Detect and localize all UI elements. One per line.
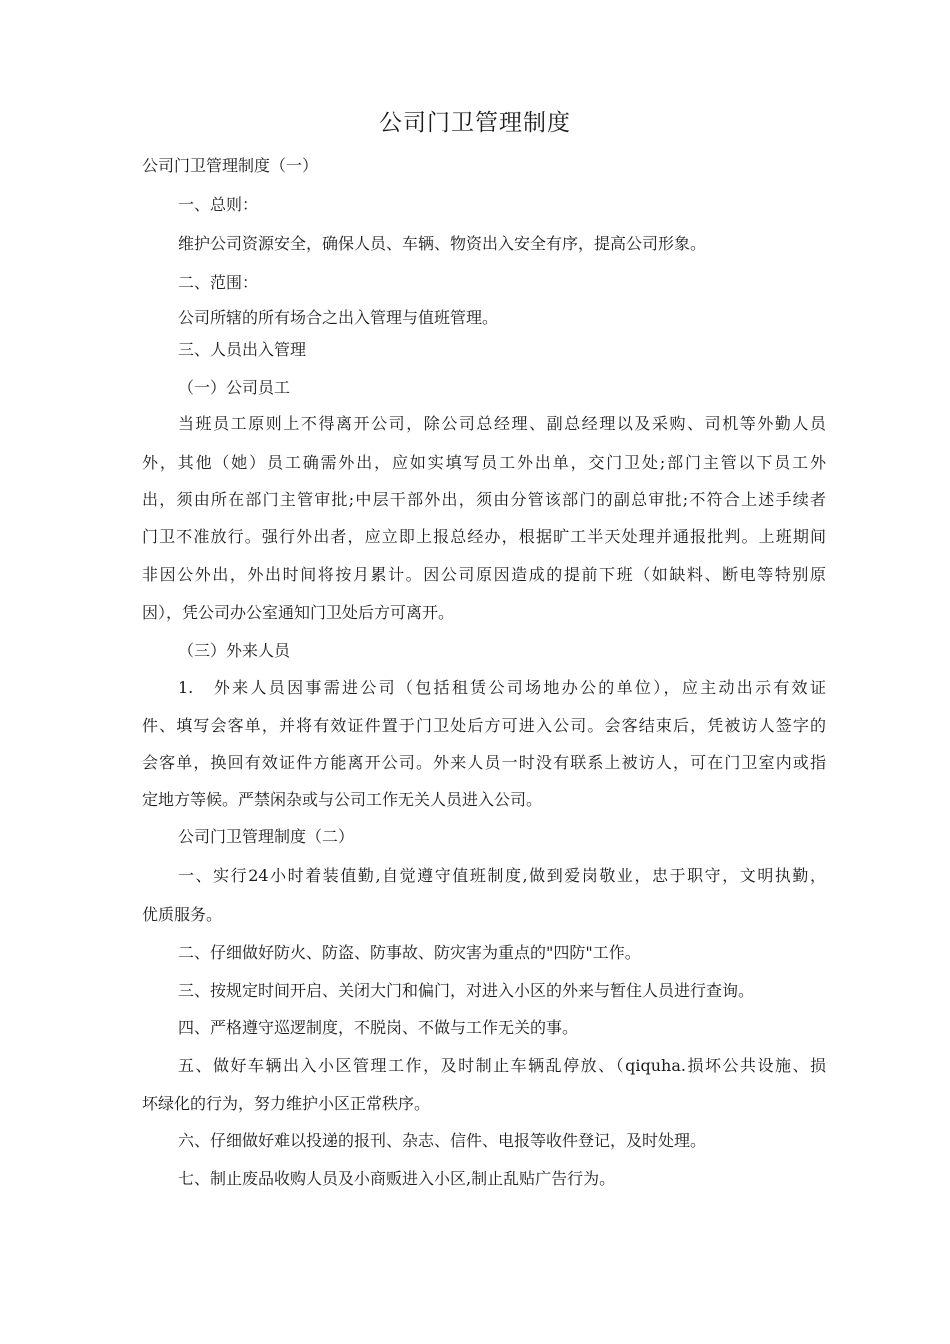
heading: 二、范围： <box>178 273 259 292</box>
paragraph-line: 因），凭公司办公室通知门卫处后方可离开。 <box>142 603 455 622</box>
paragraph-line: 出，须由所在部门主管审批;中层干部外出，须由分管该部门的副总审批;不符合上述手续者 <box>142 490 826 509</box>
subheading: （三）外来人员 <box>178 641 291 660</box>
paragraph-line: 一、实行24小时着装值勤,自觉遵守值班制度,做到爱岗敬业，忠于职守，文明执勤， <box>178 866 826 885</box>
paragraph-line: 坏绿化的行为，努力维护小区正常秩序。 <box>142 1094 431 1113</box>
paragraph-line: 三、按规定时间开启、关闭大门和偏门，对进入小区的外来与暂住人员进行查询。 <box>178 981 755 1000</box>
paragraph-line: 件、填写会客单，并将有效证件置于门卫处后方可进入公司。会客结束后，凭被访人签字的 <box>142 716 826 735</box>
paragraph-line: 1. 外来人员因事需进公司（包括租赁公司场地办公的单位），应主动出示有效证 <box>178 678 826 697</box>
paragraph-line: 二、仔细做好防火、防盗、防事故、防灾害为重点的"四防"工作。 <box>178 943 641 962</box>
paragraph-line: 四、严格遵守巡逻制度，不脱岗、不做与工作无关的事。 <box>178 1018 579 1037</box>
paragraph-line: 外，其他（她）员工确需外出，应如实填写员工外出单，交门卫处;部门主管以下员工外 <box>142 453 826 472</box>
paragraph-line: 门卫不准放行。强行外出者，应立即上报总经办，根据旷工半天处理并通报批判。上班期间 <box>142 527 826 546</box>
heading: 一、总则： <box>178 195 259 214</box>
paragraph-line: 公司所辖的所有场合之出入管理与值班管理。 <box>178 308 499 327</box>
paragraph-line: 五、做好车辆出入小区管理工作，及时制止车辆乱停放、（qiquha.损坏公共设施、损 <box>178 1056 826 1075</box>
subheading: （一）公司员工 <box>178 378 291 397</box>
paragraph-line: 会客单，换回有效证件方能离开公司。外来人员一时没有联系上被访人，可在门卫室内或指 <box>142 753 826 772</box>
paragraph-line: 定地方等候。严禁闲杂或与公司工作无关人员进入公司。 <box>142 790 543 809</box>
document-title: 公司门卫管理制度 <box>379 110 571 136</box>
section-heading: 公司门卫管理制度（一） <box>142 156 319 175</box>
paragraph-line: 七、制止废品收购人员及小商贩进入小区,制止乱贴广告行为。 <box>178 1169 616 1188</box>
heading: 三、人员出入管理 <box>178 340 307 359</box>
paragraph-line: 维护公司资源安全，确保人员、车辆、物资出入安全有序，提高公司形象。 <box>178 234 707 253</box>
paragraph-line: 当班员工原则上不得离开公司，除公司总经理、副总经理以及采购、司机等外勤人员 <box>178 414 826 433</box>
paragraph-line: 非因公外出，外出时间将按月累计。因公司原因造成的提前下班（如缺料、断电等特别原 <box>142 565 826 584</box>
paragraph-line: 优质服务。 <box>142 905 223 924</box>
section-heading: 公司门卫管理制度（二） <box>178 827 355 846</box>
paragraph-line: 六、仔细做好难以投递的报刊、杂志、信件、电报等收件登记，及时处理。 <box>178 1131 707 1150</box>
